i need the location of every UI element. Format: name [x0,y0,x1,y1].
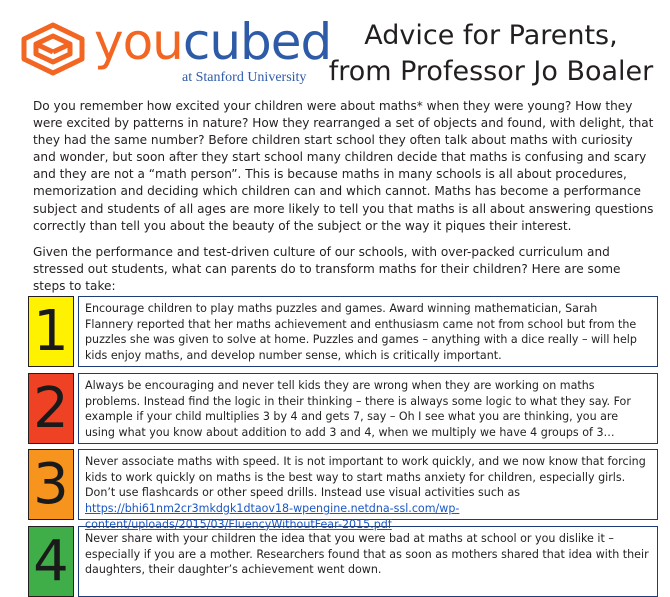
title-line-2: from Professor Jo Boaler [328,56,654,87]
youcubed-logo[interactable] [12,8,332,88]
fluency-without-fear-link[interactable]: https://bhi61nm2cr3mkdgk1dtaov18-wpengine.netdna-ssl.com/wp-content/uploads/2015/03/FluencyWithoutFear-2015.pdf [85,502,460,531]
intro-paragraph: Do you remember how excited your children were about maths* when they were young? How they were excited by patterns in nature? How they rearranged a set of objects and found, with delight, that they had the same number? Before children start school they often talk about maths with curiosity and wonder, but soon after they start school many children decide that maths is confusing and scary and they are not a “math person”. This is because maths in many schools is all about procedures, memorization and deciding which children can and which cannot. Maths has become a performance subject and students of all ages are more likely to tell you that maths is all about answering questions correctly than tell you about the beauty of the subject or the way it piques their interest. [33,99,654,233]
step-text-3 [78,449,658,531]
logo-subtitle: at Stanford University [182,70,307,85]
step-number-2: 2 [28,373,74,444]
cube-logo-icon [20,22,86,76]
logo-wordmark [94,14,331,70]
step-text-3-body: Never associate maths with speed. It is not important to work quickly, and we now know that forcing kids to work quickly on maths is the best way to start maths anxiety for children, especially girls. Don’t use flashcards or other speed drills. Instead use visual activities such as [85,455,646,500]
step-number-3: 3 [28,449,74,520]
step-number-4: 4 [28,526,74,597]
header [0,0,670,95]
logo-you: you [94,13,183,71]
title-line-1: Advice for Parents, [364,20,618,51]
logo-cubed: cubed [182,13,332,71]
step-text-1: Encourage children to play maths puzzles and games. Award winning mathematician, Sarah Flannery reported that her maths achievement and enthusiasm came not from school but from the puzzles she was given to solve at home. Puzzles and games – anything with a dice really – will help kids enjoy maths, and develop number sense, which is critically important. [78,296,658,367]
step-number-1: 1 [28,296,74,367]
step-text-2: Always be encouraging and never tell kids they are wrong when they are working on maths problems. Instead find the logic in their thinking – there is always some logic to what they say. For example if your child multiplies 3 by 4 and gets 7, say – Oh I see what you are thinking, you are using what you know about addition to add 3 and 4, when we multiply we have 4 groups of 3… [78,373,658,444]
step-text-4: Never share with your children the idea that you were bad at maths at school or you dislike it – especially if you are a mother. Researchers found that as soon as mothers shared that idea with their daughters, their daughter’s achievement went down. [78,526,658,597]
page-title [326,18,656,90]
intro-paragraph-steps: Given the performance and test-driven culture of our schools, with over-packed curriculum and stressed out students, what can parents do to transform maths for their children? Here are some steps to take: [33,245,621,294]
